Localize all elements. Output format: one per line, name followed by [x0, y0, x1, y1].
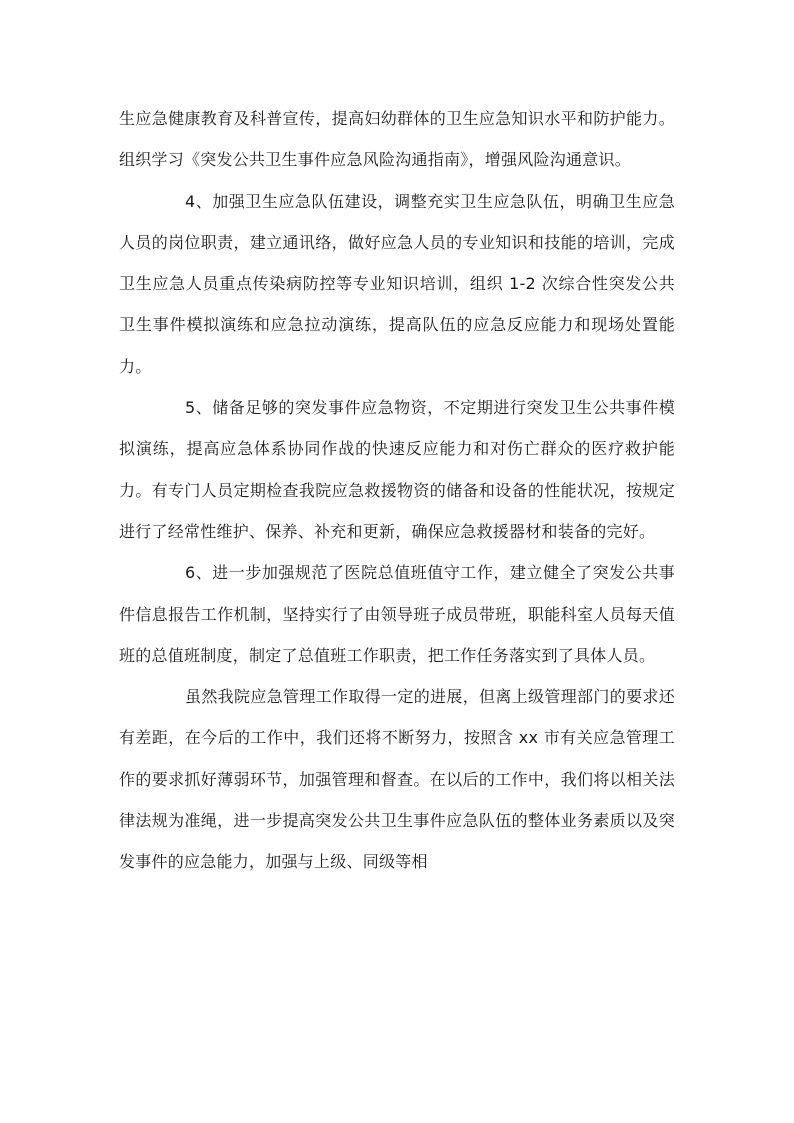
paragraph-health-education: 生应急健康教育及科普宣传，提高妇幼群体的卫生应急知识水平和防护能力。组织学习《突发公共卫生事件应急风险沟通指南》，增强风险沟通意识。: [119, 109, 675, 170]
paragraph-item-4-team-building: 4、加强卫生应急队伍建设，调整充实卫生应急队伍，明确卫生应急人员的岗位职责，建立通讯络，做好应急人员的专业知识和技能的培训，完成卫生应急人员重点传染病防控等专业知识培训，组织 1-2 次综合性突发公共卫生事件模拟演练和应急拉动演练，提高队伍的应急反应能力和现场处置能力。: [119, 191, 675, 376]
document-body: [119, 98, 675, 883]
paragraph-item-6-duty: 6、进一步加强规范了医院总值班值守工作，建立健全了突发公共事件信息报告工作机制，坚持实行了由领导班子成员带班，职能科室人员每天值班的总值班制度，制定了总值班工作职责，把工作任务落实到了具体人员。: [119, 563, 675, 665]
paragraph-summary: 虽然我院应急管理工作取得一定的进展，但离上级管理部门的要求还有差距，在今后的工作中，我们还将不断努力，按照含 xx 市有关应急管理工作的要求抓好薄弱环节，加强管理和督查。在以后的工作中，我们将以相关法律法规为准绳，进一步提高突发公共卫生事件应急队伍的整体业务素质以及突发事件的应急能力，加强与上级、同级等相: [119, 687, 675, 872]
paragraph-item-5-supplies: 5、储备足够的突发事件应急物资，不定期进行突发卫生公共事件模拟演练，提高应急体系协同作战的快速反应能力和对伤亡群众的医疗救护能力。有专门人员定期检查我院应急救援物资的储备和设备的性能状况，按规定进行了经常性维护、保养、补充和更新，确保应急救援器材和装备的完好。: [119, 398, 675, 541]
